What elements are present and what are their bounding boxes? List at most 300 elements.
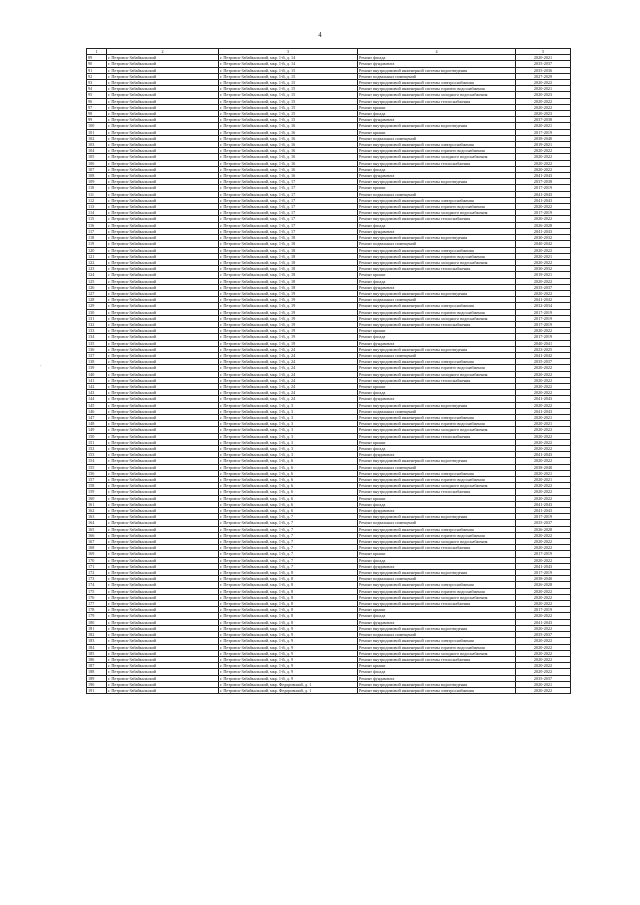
municipality-cell: г. Петровск-Забайкальский xyxy=(107,67,219,73)
row-number-cell: 146 xyxy=(87,408,107,414)
municipality-cell: г. Петровск-Забайкальский xyxy=(107,334,219,340)
row-number-cell: 160 xyxy=(87,495,107,501)
municipality-cell: г. Петровск-Забайкальский xyxy=(107,483,219,489)
work-type-cell: Ремонт фасада xyxy=(358,55,516,61)
address-cell: г. Петровск-Забайкальский, мкр. 1-й, д. 15 xyxy=(219,67,358,73)
row-number-cell: 191 xyxy=(87,687,107,693)
work-type-cell: Ремонт фундамента xyxy=(358,340,516,346)
work-type-cell: Ремонт внутридомовой инженерной системы холодного водоснабжения xyxy=(358,315,516,321)
address-cell: г. Петровск-Забайкальский, мкр. 1-й, д. 24 xyxy=(219,365,358,371)
municipality-cell: г. Петровск-Забайкальский xyxy=(107,514,219,520)
address-cell: г. Петровск-Забайкальский, мкр. 1-й, д. 18 xyxy=(219,253,358,259)
municipality-cell: г. Петровск-Забайкальский xyxy=(107,222,219,228)
period-cell: 2020-2021 xyxy=(516,681,571,687)
address-cell: г. Петровск-Забайкальский, мкр. 1-й, д. 8 xyxy=(219,619,358,625)
work-type-cell: Ремонт внутридомовой инженерной системы теплоснабжения xyxy=(358,321,516,327)
address-cell: г. Петровск-Забайкальский, мкр. 1-й, д. 24 xyxy=(219,396,358,402)
municipality-cell: г. Петровск-Забайкальский xyxy=(107,160,219,166)
period-cell: 2020-2022 xyxy=(516,663,571,669)
address-cell: г. Петровск-Забайкальский, мкр. 1-й, д. 8 xyxy=(219,613,358,619)
address-cell: г. Петровск-Забайкальский, мкр. 1-й, д. 19 xyxy=(219,340,358,346)
address-cell: г. Петровск-Забайкальский, мкр. 1-й, д. 8 xyxy=(219,588,358,594)
work-type-cell: Ремонт внутридомовой инженерной системы теплоснабжения xyxy=(358,216,516,222)
row-number-cell: 175 xyxy=(87,588,107,594)
row-number-cell: 168 xyxy=(87,545,107,551)
period-cell: 2020-2023 xyxy=(516,111,571,117)
municipality-cell: г. Петровск-Забайкальский xyxy=(107,352,219,358)
address-cell: г. Петровск-Забайкальский, мкр. 1-й, д. 7 xyxy=(219,545,358,551)
row-number-cell: 98 xyxy=(87,111,107,117)
work-type-cell: Ремонт крыши xyxy=(358,185,516,191)
work-type-cell: Ремонт крыши xyxy=(358,551,516,557)
row-number-cell: 167 xyxy=(87,539,107,545)
municipality-cell: г. Петровск-Забайкальский xyxy=(107,520,219,526)
period-cell: 2020-2022 xyxy=(516,613,571,619)
work-type-cell: Ремонт фасада xyxy=(358,334,516,340)
municipality-cell: г. Петровск-Забайкальский xyxy=(107,204,219,210)
row-number-cell: 152 xyxy=(87,446,107,452)
municipality-cell: г. Петровск-Забайкальский xyxy=(107,669,219,675)
address-cell: г. Петровск-Забайкальский, мкр. 1-й, д. 15 xyxy=(219,86,358,92)
period-cell: 2032-2034 xyxy=(516,303,571,309)
work-type-cell: Ремонт внутридомовой инженерной системы теплоснабжения xyxy=(358,266,516,272)
municipality-cell: г. Петровск-Забайкальский xyxy=(107,656,219,662)
address-cell: г. Петровск-Забайкальский, мкр. 1-й, д. 8 xyxy=(219,570,358,576)
address-cell: г. Петровск-Забайкальский, мкр. 1-й, д. 19 xyxy=(219,334,358,340)
work-type-cell: Ремонт внутридомовой инженерной системы электроснабжения xyxy=(358,582,516,588)
municipality-cell: г. Петровск-Забайкальский xyxy=(107,601,219,607)
address-cell: г. Петровск-Забайкальский, мкр. 1-й, д. 19 xyxy=(219,303,358,309)
row-number-cell: 141 xyxy=(87,377,107,383)
period-cell: 2020-2022 xyxy=(516,650,571,656)
address-cell: г. Петровск-Забайкальский, мкр. 1-й, д. 7 xyxy=(219,526,358,532)
address-cell: г. Петровск-Забайкальский, мкр. 1-й, д. 9 xyxy=(219,650,358,656)
period-cell: 2020-2022 xyxy=(516,669,571,675)
address-cell: г. Петровск-Забайкальский, мкр. 1-й, д. 19 xyxy=(219,321,358,327)
municipality-cell: г. Петровск-Забайкальский xyxy=(107,55,219,61)
municipality-cell: г. Петровск-Забайкальский xyxy=(107,427,219,433)
work-type-cell: Ремонт внутридомовой инженерной системы горячего водоснабжения xyxy=(358,253,516,259)
period-cell: 2017-2019 xyxy=(516,334,571,340)
address-cell: г. Петровск-Забайкальский, мкр. 1-й, д. 8 xyxy=(219,582,358,588)
row-number-cell: 93 xyxy=(87,80,107,86)
row-number-cell: 164 xyxy=(87,520,107,526)
work-type-cell: Ремонт фасада xyxy=(358,222,516,228)
address-cell: г. Петровск-Забайкальский, мкр. 1-й, д. 14 xyxy=(219,61,358,67)
row-number-cell: 186 xyxy=(87,656,107,662)
row-number-cell: 129 xyxy=(87,303,107,309)
address-cell: г. Петровск-Забайкальский, мкр. 1-й, д. 18 xyxy=(219,284,358,290)
address-cell: г. Петровск-Забайкальский, мкр. 1-й, д. 16 xyxy=(219,166,358,172)
address-cell: г. Петровск-Забайкальский, мкр. 1-й, д. 8 xyxy=(219,601,358,607)
period-cell: 2026-2028 xyxy=(516,526,571,532)
period-cell: 2030-2032 xyxy=(516,266,571,272)
row-number-cell: 121 xyxy=(87,253,107,259)
address-cell: г. Петровск-Забайкальский, мкр. 1-й, д. 17 xyxy=(219,191,358,197)
address-cell: г. Петровск-Забайкальский, мкр. 1-й, д. 3 xyxy=(219,452,358,458)
row-number-cell: 90 xyxy=(87,61,107,67)
period-cell: 2037-2038 xyxy=(516,179,571,185)
period-cell: 2020-2022 xyxy=(516,160,571,166)
period-cell: 2020-2021 xyxy=(516,477,571,483)
period-cell: 2017-2019 xyxy=(516,129,571,135)
municipality-cell: г. Петровск-Забайкальский xyxy=(107,439,219,445)
municipality-cell: г. Петровск-Забайкальский xyxy=(107,508,219,514)
work-type-cell: Ремонт внутридомовой инженерной системы электроснабжения xyxy=(358,247,516,253)
municipality-cell: г. Петровск-Забайкальский xyxy=(107,495,219,501)
work-type-cell: Ремонт фундамента xyxy=(358,452,516,458)
municipality-cell: г. Петровск-Забайкальский xyxy=(107,470,219,476)
period-cell: 2020-2021 xyxy=(516,414,571,420)
work-type-cell: Ремонт внутридомовой инженерной системы электроснабжения xyxy=(358,638,516,644)
address-cell: г. Петровск-Забайкальский, мкр. 1-й, д. 17 xyxy=(219,222,358,228)
municipality-cell: г. Петровск-Забайкальский xyxy=(107,390,219,396)
work-type-cell: Ремонт внутридомовой инженерной системы водоотведения xyxy=(358,514,516,520)
work-type-cell: Ремонт внутридомовой инженерной системы холодного водоснабжения xyxy=(358,259,516,265)
work-type-cell: Ремонт фасада xyxy=(358,613,516,619)
work-type-cell: Ремонт подвальных помещений xyxy=(358,520,516,526)
work-type-cell: Ремонт внутридомовой инженерной системы теплоснабжения xyxy=(358,98,516,104)
row-number-cell: 101 xyxy=(87,129,107,135)
row-number-cell: 176 xyxy=(87,594,107,600)
period-cell: 2041-2043 xyxy=(516,408,571,414)
municipality-cell: г. Петровск-Забайкальский xyxy=(107,247,219,253)
address-cell: г. Петровск-Забайкальский, мкр. 1-й, д. 6 xyxy=(219,508,358,514)
period-cell: 2020-2021 xyxy=(516,253,571,259)
period-cell: 2020-2022 xyxy=(516,98,571,104)
row-number-cell: 113 xyxy=(87,204,107,210)
work-type-cell: Ремонт подвальных помещений xyxy=(358,632,516,638)
municipality-cell: г. Петровск-Забайкальский xyxy=(107,266,219,272)
address-cell: г. Петровск-Забайкальский, мкр. 1-й, д. 17 xyxy=(219,210,358,216)
work-type-cell: Ремонт внутридомовой инженерной системы водоотведения xyxy=(358,290,516,296)
row-number-cell: 148 xyxy=(87,421,107,427)
row-number-cell: 122 xyxy=(87,259,107,265)
work-type-cell: Ремонт крыши xyxy=(358,129,516,135)
municipality-cell: г. Петровск-Забайкальский xyxy=(107,154,219,160)
row-number-cell: 126 xyxy=(87,284,107,290)
address-cell: г. Петровск-Забайкальский, мкр. 1-й, д. 16 xyxy=(219,129,358,135)
row-number-cell: 99 xyxy=(87,117,107,123)
municipality-cell: г. Петровск-Забайкальский xyxy=(107,545,219,551)
work-type-cell: Ремонт фасада xyxy=(358,390,516,396)
address-cell: г. Петровск-Забайкальский, мкр. 1-й, д. 9 xyxy=(219,656,358,662)
work-type-cell: Ремонт внутридомовой инженерной системы холодного водоснабжения xyxy=(358,539,516,545)
work-type-cell: Ремонт фундамента xyxy=(358,508,516,514)
address-cell: г. Петровск-Забайкальский, мкр. 1-й, д. 8 xyxy=(219,576,358,582)
column-header-5: 5 xyxy=(516,49,571,55)
row-number-cell: 151 xyxy=(87,439,107,445)
row-number-cell: 108 xyxy=(87,173,107,179)
municipality-cell: г. Петровск-Забайкальский xyxy=(107,278,219,284)
municipality-cell: г. Петровск-Забайкальский xyxy=(107,557,219,563)
address-cell: г. Петровск-Забайкальский, мкр. 1-й, д. 3 xyxy=(219,414,358,420)
row-number-cell: 183 xyxy=(87,638,107,644)
row-number-cell: 188 xyxy=(87,669,107,675)
municipality-cell: г. Петровск-Забайкальский xyxy=(107,135,219,141)
municipality-cell: г. Петровск-Забайкальский xyxy=(107,297,219,303)
address-cell: г. Петровск-Забайкальский, мкр. 1-й, д. 16 xyxy=(219,148,358,154)
address-cell: г. Петровск-Забайкальский, мкр. 1-й, д. 9 xyxy=(219,625,358,631)
address-cell: г. Петровск-Забайкальский, мкр. 1-й, д. 7 xyxy=(219,514,358,520)
period-cell: 2017-2019 xyxy=(516,321,571,327)
address-cell: г. Петровск-Забайкальский, мкр. 1-й, д. 19 xyxy=(219,297,358,303)
row-number-cell: 139 xyxy=(87,365,107,371)
address-cell: г. Петровск-Забайкальский, мкр. 1-й, д. 18 xyxy=(219,247,358,253)
row-number-cell: 150 xyxy=(87,433,107,439)
municipality-cell: г. Петровск-Забайкальский xyxy=(107,377,219,383)
work-type-cell: Ремонт фасада xyxy=(358,501,516,507)
work-type-cell: Ремонт фундамента xyxy=(358,396,516,402)
period-cell: 2020-2022 xyxy=(516,390,571,396)
period-cell: 2041-2043 xyxy=(516,191,571,197)
work-type-cell: Ремонт внутридомовой инженерной системы водоотведения xyxy=(358,346,516,352)
work-type-cell: Ремонт внутридомовой инженерной системы горячего водоснабжения xyxy=(358,644,516,650)
period-cell: 2020-2022 xyxy=(516,259,571,265)
table-row xyxy=(87,687,571,693)
period-cell: 2020-2022 xyxy=(516,427,571,433)
work-type-cell: Ремонт подвальных помещений xyxy=(358,241,516,247)
address-cell: г. Петровск-Забайкальский, мкр. 1-й, д. 6 xyxy=(219,501,358,507)
address-cell: г. Петровск-Забайкальский, мкр. 1-й, д. 24 xyxy=(219,346,358,352)
period-cell: 2035-2037 xyxy=(516,61,571,67)
row-number-cell: 169 xyxy=(87,551,107,557)
row-number-cell: 162 xyxy=(87,508,107,514)
period-cell: 2041-2043 xyxy=(516,396,571,402)
repair-schedule-table xyxy=(86,48,571,694)
work-type-cell: Ремонт внутридомовой инженерной системы холодного водоснабжения xyxy=(358,210,516,216)
municipality-cell: г. Петровск-Забайкальский xyxy=(107,383,219,389)
row-number-cell: 124 xyxy=(87,272,107,278)
municipality-cell: г. Петровск-Забайкальский xyxy=(107,303,219,309)
address-cell: г. Петровск-Забайкальский, мкр. 1-й, д. 15 xyxy=(219,73,358,79)
municipality-cell: г. Петровск-Забайкальский xyxy=(107,86,219,92)
work-type-cell: Ремонт внутридомовой инженерной системы холодного водоснабжения xyxy=(358,594,516,600)
address-cell: г. Петровск-Забайкальский, мкр. 1-й, д. 18 xyxy=(219,272,358,278)
row-number-cell: 89 xyxy=(87,55,107,61)
municipality-cell: г. Петровск-Забайкальский xyxy=(107,681,219,687)
work-type-cell: Ремонт фундамента xyxy=(358,173,516,179)
row-number-cell: 161 xyxy=(87,501,107,507)
period-cell: 2041-2043 xyxy=(516,228,571,234)
municipality-cell: г. Петровск-Забайкальский xyxy=(107,644,219,650)
municipality-cell: г. Петровск-Забайкальский xyxy=(107,80,219,86)
municipality-cell: г. Петровск-Забайкальский xyxy=(107,98,219,104)
municipality-cell: г. Петровск-Забайкальский xyxy=(107,570,219,576)
municipality-cell: г. Петровск-Забайкальский xyxy=(107,638,219,644)
work-type-cell: Ремонт внутридомовой инженерной системы водоотведения xyxy=(358,179,516,185)
row-number-cell: 174 xyxy=(87,582,107,588)
address-cell: г. Петровск-Забайкальский, мкр. 1-й, д. 8 xyxy=(219,594,358,600)
period-cell: 2020-2022 xyxy=(516,625,571,631)
work-type-cell: Ремонт фундамента xyxy=(358,284,516,290)
period-cell: 2020-2022 xyxy=(516,278,571,284)
row-number-cell: 115 xyxy=(87,216,107,222)
address-cell: г. Петровск-Забайкальский, мкр. 1-й, д. 9 xyxy=(219,644,358,650)
period-cell: 2020-2022 xyxy=(516,166,571,172)
municipality-cell: г. Петровск-Забайкальский xyxy=(107,191,219,197)
period-cell: 2017-2019 xyxy=(516,570,571,576)
municipality-cell: г. Петровск-Забайкальский xyxy=(107,539,219,545)
work-type-cell: Ремонт подвальных помещений xyxy=(358,297,516,303)
work-type-cell: Ремонт внутридомовой инженерной системы водоотведения xyxy=(358,123,516,129)
address-cell: г. Петровск-Забайкальский, мкр. 1-й, д. 15 xyxy=(219,104,358,110)
row-number-cell: 132 xyxy=(87,321,107,327)
municipality-cell: г. Петровск-Забайкальский xyxy=(107,228,219,234)
period-cell: 2041-2043 xyxy=(516,501,571,507)
municipality-cell: г. Петровск-Забайкальский xyxy=(107,594,219,600)
address-cell: г. Петровск-Забайкальский, мкр. 1-й, д. 17 xyxy=(219,204,358,210)
municipality-cell: г. Петровск-Забайкальский xyxy=(107,650,219,656)
work-type-cell: Ремонт внутридомовой инженерной системы электроснабжения xyxy=(358,470,516,476)
period-cell: 2020-2022 xyxy=(516,148,571,154)
work-type-cell: Ремонт внутридомовой инженерной системы электроснабжения xyxy=(358,414,516,420)
period-cell: 2020-2021 xyxy=(516,470,571,476)
period-cell: 2035-2037 xyxy=(516,284,571,290)
column-header-1: 1 xyxy=(87,49,107,55)
address-cell: г. Петровск-Забайкальский, мкр. 1-й, д. 3 xyxy=(219,402,358,408)
work-type-cell: Ремонт крыши xyxy=(358,607,516,613)
municipality-cell: г. Петровск-Забайкальский xyxy=(107,371,219,377)
address-cell: г. Петровск-Забайкальский, мкр. 1-й, д. 24 xyxy=(219,352,358,358)
address-cell: г. Петровск-Забайкальский, мкр. 1-й, д. 9 xyxy=(219,669,358,675)
row-number-cell: 112 xyxy=(87,197,107,203)
row-number-cell: 92 xyxy=(87,73,107,79)
municipality-cell: г. Петровск-Забайкальский xyxy=(107,501,219,507)
row-number-cell: 94 xyxy=(87,86,107,92)
row-number-cell: 138 xyxy=(87,359,107,365)
margin-mark: · xyxy=(40,364,42,369)
municipality-cell: г. Петровск-Забайкальский xyxy=(107,129,219,135)
municipality-cell: г. Петровск-Забайкальский xyxy=(107,607,219,613)
row-number-cell: 114 xyxy=(87,210,107,216)
municipality-cell: г. Петровск-Забайкальский xyxy=(107,446,219,452)
municipality-cell: г. Петровск-Забайкальский xyxy=(107,117,219,123)
municipality-cell: г. Петровск-Забайкальский xyxy=(107,675,219,681)
address-cell: г. Петровск-Забайкальский, мкр. 1-й, д. 3 xyxy=(219,439,358,445)
work-type-cell: Ремонт внутридомовой инженерной системы горячего водоснабжения xyxy=(358,148,516,154)
work-type-cell: Ремонт внутридомовой инженерной системы электроснабжения xyxy=(358,687,516,693)
municipality-cell: г. Петровск-Забайкальский xyxy=(107,166,219,172)
row-number-cell: 102 xyxy=(87,135,107,141)
period-cell: 2035-2037 xyxy=(516,359,571,365)
municipality-cell: г. Петровск-Забайкальский xyxy=(107,489,219,495)
address-cell: г. Петровск-Забайкальский, мкр. 1-й, д. 6 xyxy=(219,489,358,495)
work-type-cell: Ремонт внутридомовой инженерной системы электроснабжения xyxy=(358,80,516,86)
municipality-cell: г. Петровск-Забайкальский xyxy=(107,477,219,483)
municipality-cell: г. Петровск-Забайкальский xyxy=(107,396,219,402)
period-cell: 2020-2022 xyxy=(516,377,571,383)
row-number-cell: 172 xyxy=(87,570,107,576)
work-type-cell: Ремонт внутридомовой инженерной системы горячего водоснабжения xyxy=(358,365,516,371)
address-cell: г. Петровск-Забайкальский, мкр. 1-й, д. 24 xyxy=(219,383,358,389)
municipality-cell: г. Петровск-Забайкальский xyxy=(107,142,219,148)
work-type-cell: Ремонт внутридомовой инженерной системы горячего водоснабжения xyxy=(358,421,516,427)
period-cell: 2017-2019 xyxy=(516,309,571,315)
period-cell: 2026-2028 xyxy=(516,222,571,228)
work-type-cell: Ремонт внутридомовой инженерной системы горячего водоснабжения xyxy=(358,309,516,315)
row-number-cell: 91 xyxy=(87,67,107,73)
work-type-cell: Ремонт внутридомовой инженерной системы водоотведения xyxy=(358,625,516,631)
address-cell: г. Петровск-Забайкальский, мкр. 1-й, д. 24 xyxy=(219,359,358,365)
period-cell: 2020-2022 xyxy=(516,557,571,563)
period-cell: 2038-2040 xyxy=(516,464,571,470)
period-cell: 2020-2022 xyxy=(516,383,571,389)
municipality-cell: г. Петровск-Забайкальский xyxy=(107,235,219,241)
address-cell: г. Петровск-Забайкальский, мкр. 1-й, д. 16 xyxy=(219,123,358,129)
work-type-cell: Ремонт внутридомовой инженерной системы водоотведения xyxy=(358,402,516,408)
row-number-cell: 100 xyxy=(87,123,107,129)
row-number-cell: 131 xyxy=(87,315,107,321)
work-type-cell: Ремонт внутридомовой инженерной системы водоотведения xyxy=(358,235,516,241)
work-type-cell: Ремонт внутридомовой инженерной системы горячего водоснабжения xyxy=(358,204,516,210)
period-cell: 2017-2019 xyxy=(516,315,571,321)
row-number-cell: 187 xyxy=(87,663,107,669)
work-type-cell: Ремонт подвальных помещений xyxy=(358,576,516,582)
municipality-cell: г. Петровск-Забайкальский xyxy=(107,92,219,98)
period-cell: 2020-2022 xyxy=(516,371,571,377)
address-cell: г. Петровск-Забайкальский, мкр. 1-й, д. 17 xyxy=(219,228,358,234)
row-number-cell: 180 xyxy=(87,619,107,625)
address-cell: г. Петровск-Забайкальский, мкр. 1-й, д. 7 xyxy=(219,557,358,563)
work-type-cell: Ремонт внутридомовой инженерной системы горячего водоснабжения xyxy=(358,86,516,92)
work-type-cell: Ремонт внутридомовой инженерной системы холодного водоснабжения xyxy=(358,371,516,377)
address-cell: г. Петровск-Забайкальский, мкр. 1-й, д. 16 xyxy=(219,160,358,166)
municipality-cell: г. Петровск-Забайкальский xyxy=(107,532,219,538)
row-number-cell: 144 xyxy=(87,396,107,402)
address-cell: г. Петровск-Забайкальский, мкр. 1-й, д. 19 xyxy=(219,290,358,296)
period-cell: 2041-2043 xyxy=(516,197,571,203)
period-cell: 2020-2022 xyxy=(516,433,571,439)
period-cell: 2020-2022 xyxy=(516,545,571,551)
address-cell: г. Петровск-Забайкальский, мкр. 1-й, д. 24 xyxy=(219,371,358,377)
period-cell: 2020-2022 xyxy=(516,588,571,594)
work-type-cell: Ремонт внутридомовой инженерной системы теплоснабжения xyxy=(358,601,516,607)
row-number-cell: 103 xyxy=(87,142,107,148)
period-cell: 2041-2043 xyxy=(516,508,571,514)
municipality-cell: г. Петровск-Забайкальский xyxy=(107,365,219,371)
period-cell: 2020-2022 xyxy=(516,154,571,160)
row-number-cell: 156 xyxy=(87,470,107,476)
period-cell: 2038-2040 xyxy=(516,135,571,141)
address-cell: г. Петровск-Забайкальский, мкр. 1-й, д. 19 xyxy=(219,328,358,334)
work-type-cell: Ремонт внутридомовой инженерной системы теплоснабжения xyxy=(358,160,516,166)
municipality-cell: г. Петровск-Забайкальский xyxy=(107,613,219,619)
address-cell: г. Петровск-Забайкальский, мкр. 1-й, д. 9 xyxy=(219,638,358,644)
work-type-cell: Ремонт фасада xyxy=(358,669,516,675)
column-header-4: 4 xyxy=(358,49,516,55)
row-number-cell: 171 xyxy=(87,563,107,569)
municipality-cell: г. Петровск-Забайкальский xyxy=(107,433,219,439)
period-cell: 2017-2019 xyxy=(516,514,571,520)
period-cell: 2020-2022 xyxy=(516,638,571,644)
page-number: 4 xyxy=(318,31,322,39)
row-number-cell: 143 xyxy=(87,390,107,396)
address-cell: г. Петровск-Забайкальский, мкр. 1-й, д. 15 xyxy=(219,80,358,86)
work-type-cell: Ремонт подвальных помещений xyxy=(358,464,516,470)
row-number-cell: 184 xyxy=(87,644,107,650)
row-number-cell: 134 xyxy=(87,334,107,340)
period-cell: 2020-2022 xyxy=(516,402,571,408)
work-type-cell: Ремонт подвальных помещений xyxy=(358,73,516,79)
row-number-cell: 189 xyxy=(87,675,107,681)
period-cell: 2019-2021 xyxy=(516,142,571,148)
work-type-cell: Ремонт фасада xyxy=(358,111,516,117)
address-cell: г. Петровск-Забайкальский, мкр. 1-й, д. 18 xyxy=(219,241,358,247)
row-number-cell: 120 xyxy=(87,247,107,253)
period-cell: 2041-2042 xyxy=(516,297,571,303)
period-cell: 2041-2043 xyxy=(516,452,571,458)
